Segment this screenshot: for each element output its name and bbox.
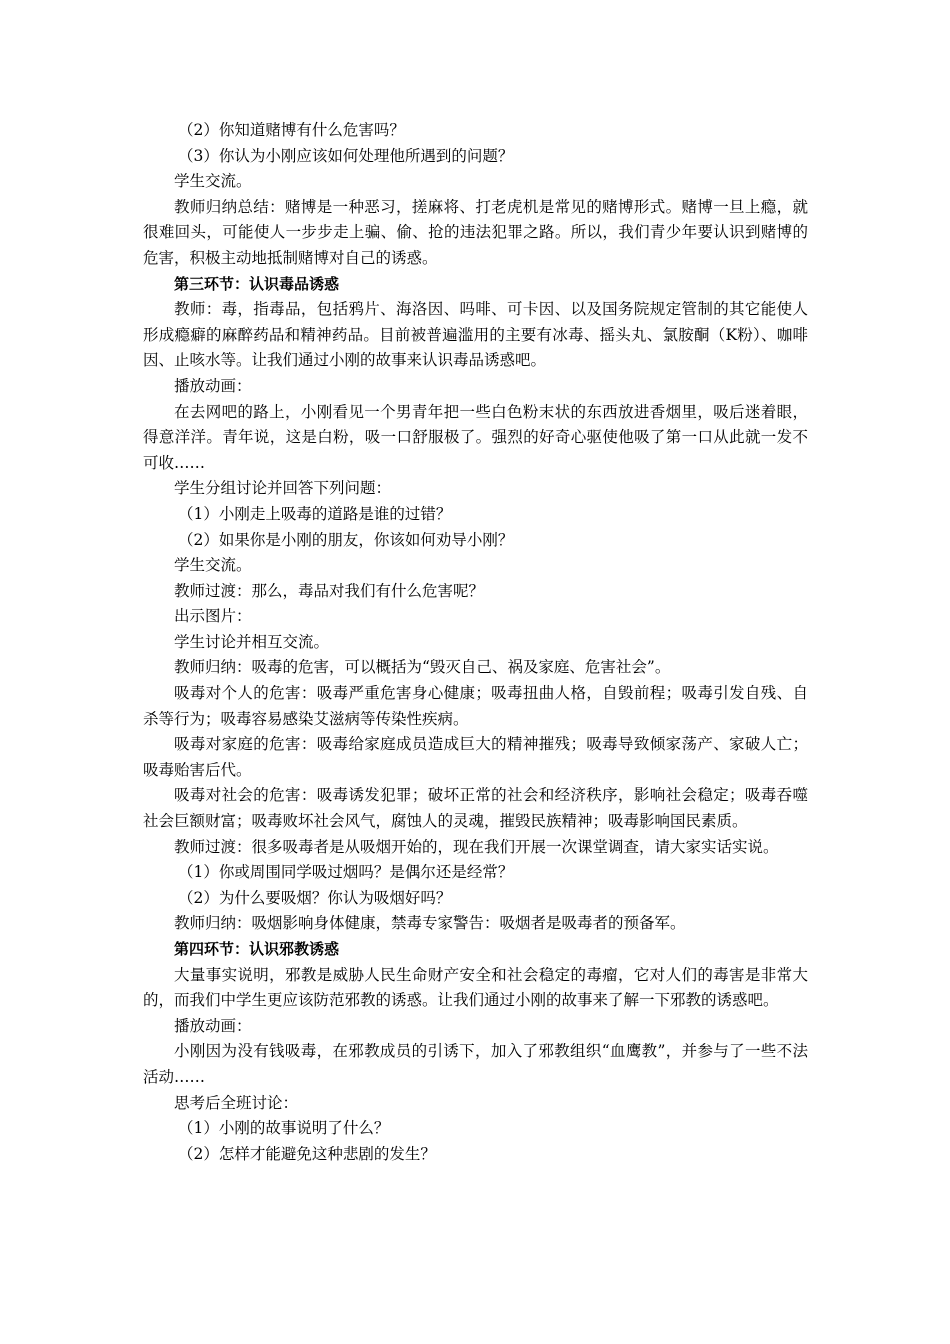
- body-paragraph: 教师过渡：那么，毒品对我们有什么危害呢？: [174, 581, 485, 600]
- body-paragraph: 吸毒对个人的危害：吸毒严重危害身心健康；吸毒扭曲人格，自毁前程；吸毒引发自残、自杀等行为；吸毒容易感染艾滋病等传染性疾病。: [143, 684, 808, 728]
- body-paragraph: 教师归纳：吸毒的危害，可以概括为“毁灭自己、祸及家庭、危害社会”。: [174, 658, 671, 677]
- question-paragraph: （1）你或周围同学吸过烟吗？是偶尔还是经常？: [178, 863, 514, 882]
- question-paragraph: （1）小刚走上吸毒的道路是谁的过错？: [178, 504, 452, 523]
- body-paragraph: 学生交流。: [174, 172, 252, 191]
- body-paragraph: 吸毒对家庭的危害：吸毒给家庭成员造成巨大的精神摧残；吸毒导致倾家荡产、家破人亡；吸毒贻害后代。: [143, 735, 808, 779]
- body-paragraph: 在去网吧的路上，小刚看见一个男青年把一些白色粉末状的东西放进香烟里，吸后迷着眼，得意洋洋。青年说，这是白粉，吸一口舒服极了。强烈的好奇心驱使他吸了第一口从此就一发不可收……: [143, 402, 808, 472]
- body-paragraph: 思考后全班讨论：: [174, 1093, 299, 1112]
- body-paragraph: 播放动画：: [174, 376, 252, 395]
- body-paragraph: 播放动画：: [174, 1016, 252, 1035]
- body-paragraph: 教师归纳：吸烟影响身体健康，禁毒专家警告：吸烟者是吸毒者的预备军。: [174, 914, 686, 933]
- body-paragraph: 学生讨论并相互交流。: [174, 632, 330, 651]
- section-heading: 第四环节：认识邪教诱惑: [174, 940, 340, 958]
- body-paragraph: 学生交流。: [174, 556, 252, 575]
- question-paragraph: （2）你知道赌博有什么危害吗？: [178, 121, 405, 139]
- body-paragraph: 小刚因为没有钱吸毒，在邪教成员的引诱下，加入了邪教组织“血鹰教”，并参与了一些不法活动……: [143, 1042, 808, 1086]
- question-paragraph: （2）如果你是小刚的朋友，你该如何劝导小刚？: [178, 530, 514, 549]
- body-paragraph: 吸毒对社会的危害：吸毒诱发犯罪；破坏正常的社会和经济秩序，影响社会稳定；吸毒吞噬社会巨额财富；吸毒败坏社会风气，腐蚀人的灵魂，摧毁民族精神；吸毒影响国民素质。: [143, 786, 808, 831]
- body-paragraph: 出示图片：: [174, 607, 252, 626]
- document-body: [143, 118, 808, 1167]
- section-heading: 第三环节：认识毒品诱惑: [174, 274, 340, 293]
- body-paragraph: 学生分组讨论并回答下列问题：: [174, 479, 392, 498]
- question-paragraph: （3）你认为小刚应该如何处理他所遇到的问题？: [178, 146, 514, 165]
- body-paragraph: 教师：毒，指毒品，包括鸦片、海洛因、吗啡、可卡因、以及国务院规定管制的其它能使人形成瘾癖的麻醉药品和精神药品。目前被普遍滥用的主要有冰毒、摇头丸、氯胺酮（K粉）、咖啡因、止咳水等。让我们通过小刚的故事来认识毒品诱惑吧。: [143, 300, 808, 370]
- question-paragraph: （1）小刚的故事说明了什么？: [178, 1119, 390, 1138]
- question-paragraph: （2）为什么要吸烟？你认为吸烟好吗？: [178, 888, 452, 907]
- body-paragraph: 教师过渡：很多吸毒者是从吸烟开始的，现在我们开展一次课堂调查，请大家实话实说。: [174, 837, 779, 856]
- body-paragraph: 教师归纳总结：赌博是一种恶习，搓麻将、打老虎机是常见的赌博形式。赌博一旦上瘾，就很难回头，可能使人一步步走上骗、偷、抢的违法犯罪之路。所以，我们青少年要认识到赌博的危害，积极主动地抵制赌博对自己的诱惑。: [143, 197, 808, 267]
- body-paragraph: 大量事实说明，邪教是威胁人民生命财产安全和社会稳定的毒瘤，它对人们的毒害是非常大的，而我们中学生更应该防范邪教的诱惑。让我们通过小刚的故事来了解一下邪教的诱惑吧。: [143, 965, 808, 1010]
- question-paragraph: （2）怎样才能避免这种悲剧的发生？: [178, 1144, 436, 1163]
